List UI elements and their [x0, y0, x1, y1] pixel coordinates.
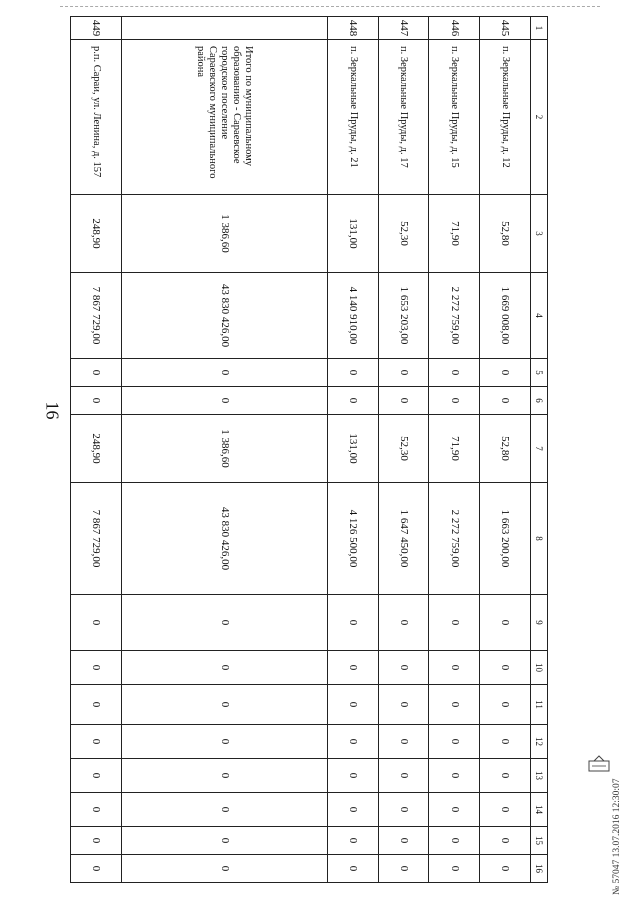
value-cell: 2 272 759,00: [429, 483, 480, 595]
value-cell: 0: [327, 387, 378, 415]
value-cell: 0: [429, 827, 480, 855]
value-cell: 0: [480, 387, 531, 415]
top-scan-rule: [60, 6, 600, 7]
column-number: 13: [531, 759, 548, 793]
value-cell: 0: [480, 651, 531, 685]
table-row: [480, 17, 531, 883]
value-cell: 71,90: [429, 195, 480, 273]
column-number: 12: [531, 725, 548, 759]
column-number: 10: [531, 651, 548, 685]
value-cell: 0: [327, 685, 378, 725]
value-cell: 1 663 200,00: [480, 483, 531, 595]
value-cell: 0: [378, 685, 429, 725]
value-cell: 0: [429, 359, 480, 387]
value-cell: 52,80: [480, 195, 531, 273]
emblem-icon: [588, 755, 610, 773]
table-row: [378, 17, 429, 883]
table-row: [327, 17, 378, 883]
row-number-cell: 448: [327, 17, 378, 40]
value-cell: 0: [121, 359, 327, 387]
value-cell: 0: [121, 793, 327, 827]
address-cell: п. Зеркальные Пруды, д. 21: [327, 40, 378, 195]
value-cell: 0: [429, 759, 480, 793]
column-number: 3: [531, 195, 548, 273]
value-cell: 0: [480, 759, 531, 793]
stamp-text: № 57047 13.07.2016 12:30:07: [612, 778, 622, 895]
address-cell: р.п. Сараи, ул. Ленина, д. 157: [71, 40, 122, 195]
value-cell: 131,00: [327, 415, 378, 483]
row-number-cell: 447: [378, 17, 429, 40]
value-cell: 1 386,60: [121, 195, 327, 273]
column-number: 14: [531, 793, 548, 827]
row-number-cell: 449: [71, 17, 122, 40]
value-cell: 0: [71, 685, 122, 725]
column-number: 1: [531, 17, 548, 40]
value-cell: 0: [480, 827, 531, 855]
value-cell: 0: [429, 725, 480, 759]
value-cell: 0: [121, 759, 327, 793]
value-cell: 0: [480, 725, 531, 759]
address-cell: п. Зеркальные Пруды, д. 17: [378, 40, 429, 195]
value-cell: 4 126 500,00: [327, 483, 378, 595]
value-cell: 0: [71, 793, 122, 827]
column-number: 6: [531, 387, 548, 415]
value-cell: 0: [429, 387, 480, 415]
value-cell: 0: [327, 651, 378, 685]
value-cell: 0: [378, 359, 429, 387]
value-cell: 0: [71, 595, 122, 651]
value-cell: 0: [480, 359, 531, 387]
value-cell: 7 867 729,00: [71, 273, 122, 359]
value-cell: 43 830 426,00: [121, 273, 327, 359]
value-cell: 0: [378, 725, 429, 759]
value-cell: 0: [121, 651, 327, 685]
value-cell: 0: [327, 595, 378, 651]
value-cell: 0: [429, 793, 480, 827]
value-cell: 0: [480, 855, 531, 883]
value-cell: 7 867 729,00: [71, 483, 122, 595]
value-cell: 0: [327, 793, 378, 827]
value-cell: 0: [121, 595, 327, 651]
value-cell: 1 386,60: [121, 415, 327, 483]
row-number-cell: [121, 17, 327, 40]
value-cell: 0: [327, 359, 378, 387]
column-number-row: [531, 17, 548, 883]
column-number: 2: [531, 40, 548, 195]
address-cell: п. Зеркальные Пруды, д. 15: [429, 40, 480, 195]
value-cell: 0: [429, 855, 480, 883]
registration-stamp: [574, 755, 622, 895]
value-cell: 71,90: [429, 415, 480, 483]
value-cell: 0: [429, 685, 480, 725]
value-cell: 0: [327, 827, 378, 855]
column-number: 5: [531, 359, 548, 387]
value-cell: 43 830 426,00: [121, 483, 327, 595]
value-cell: 0: [480, 595, 531, 651]
value-cell: 0: [71, 759, 122, 793]
value-cell: 0: [378, 595, 429, 651]
value-cell: 1 647 450,00: [378, 483, 429, 595]
value-cell: 1 653 203,00: [378, 273, 429, 359]
value-cell: 52,80: [480, 415, 531, 483]
value-cell: 0: [71, 651, 122, 685]
value-cell: 0: [327, 725, 378, 759]
value-cell: 0: [378, 793, 429, 827]
column-number: 4: [531, 273, 548, 359]
address-cell: п. Зеркальные Пруды, д. 12: [480, 40, 531, 195]
column-number: 9: [531, 595, 548, 651]
value-cell: 0: [429, 595, 480, 651]
value-cell: 0: [121, 855, 327, 883]
column-number: 7: [531, 415, 548, 483]
value-cell: 248,90: [71, 195, 122, 273]
value-cell: 0: [378, 855, 429, 883]
address-cell: Итого по муниципальному образованию - Сараевское городское поселение Сараевского муниципального района: [121, 40, 327, 195]
value-cell: 0: [121, 685, 327, 725]
column-number: 8: [531, 483, 548, 595]
value-cell: 0: [378, 759, 429, 793]
value-cell: 52,30: [378, 195, 429, 273]
column-number: 11: [531, 685, 548, 725]
row-number-cell: 445: [480, 17, 531, 40]
value-cell: 1 669 008,00: [480, 273, 531, 359]
value-cell: 0: [480, 685, 531, 725]
value-cell: 2 272 759,00: [429, 273, 480, 359]
page-number: 16: [42, 401, 63, 420]
value-cell: 52,30: [378, 415, 429, 483]
value-cell: 0: [327, 759, 378, 793]
value-cell: 0: [121, 827, 327, 855]
column-number: 16: [531, 855, 548, 883]
value-cell: 0: [71, 387, 122, 415]
value-cell: 0: [71, 827, 122, 855]
value-cell: 0: [71, 855, 122, 883]
value-cell: 131,00: [327, 195, 378, 273]
value-cell: 4 140 910,00: [327, 273, 378, 359]
data-table: [70, 16, 548, 883]
value-cell: 248,90: [71, 415, 122, 483]
rotated-sheet: [70, 16, 548, 873]
value-cell: 0: [378, 387, 429, 415]
value-cell: 0: [121, 725, 327, 759]
value-cell: 0: [378, 651, 429, 685]
table-row: [71, 17, 122, 883]
row-number-cell: 446: [429, 17, 480, 40]
value-cell: 0: [327, 855, 378, 883]
value-cell: 0: [71, 725, 122, 759]
value-cell: 0: [480, 793, 531, 827]
value-cell: 0: [71, 359, 122, 387]
value-cell: 0: [378, 827, 429, 855]
column-number: 15: [531, 827, 548, 855]
table-row: [429, 17, 480, 883]
table-container: [70, 16, 548, 873]
value-cell: 0: [121, 387, 327, 415]
value-cell: 0: [429, 651, 480, 685]
table-row: [121, 17, 327, 883]
